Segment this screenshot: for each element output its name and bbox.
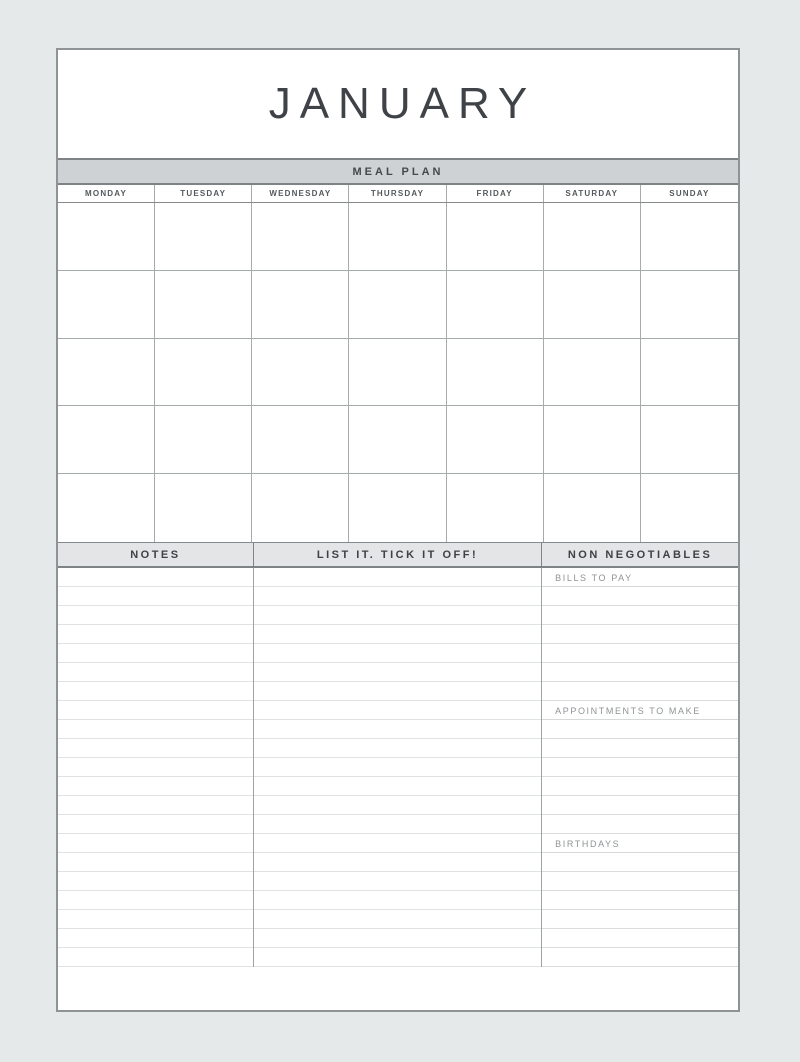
list-ruled-area[interactable] [254,568,541,967]
meal-plan-cell[interactable] [447,203,544,271]
meal-plan-cell[interactable] [544,474,641,542]
non-negotiables-section-header: NON NEGOTIABLES [567,548,713,561]
meal-plan-cell[interactable] [155,474,252,542]
section-body [58,568,738,967]
meal-plan-cell[interactable] [641,203,738,271]
bills-to-pay-ruled-area[interactable] [542,587,738,701]
bottom-empty-row[interactable] [58,967,738,1010]
meal-plan-cell[interactable] [349,203,446,271]
meal-plan-cell[interactable] [349,474,446,542]
meal-plan-cell[interactable] [544,203,641,271]
meal-plan-cell[interactable] [544,339,641,407]
meal-plan-cell[interactable] [58,203,155,271]
bills-to-pay-label: BILLS TO PAY [542,568,738,587]
day-label-friday: FRIDAY [447,185,544,202]
day-label-monday: MONDAY [58,185,155,202]
meal-plan-cell[interactable] [155,406,252,474]
meal-plan-cell[interactable] [252,203,349,271]
birthdays-label: BIRTHDAYS [542,834,738,853]
bills-to-pay-block [542,568,738,701]
day-label-thursday: THURSDAY [349,185,446,202]
day-label-wednesday: WEDNESDAY [252,185,349,202]
meal-plan-cell[interactable] [447,474,544,542]
meal-plan-cell[interactable] [447,406,544,474]
list-section-header: LIST IT. TICK IT OFF! [254,543,542,566]
notes-ruled-area[interactable] [58,568,253,967]
meal-plan-cell[interactable] [641,271,738,339]
meal-plan-cell[interactable] [544,406,641,474]
meal-plan-grid [58,203,738,542]
page-title: JANUARY [268,79,537,128]
meal-plan-header-label: MEAL PLAN [352,165,444,178]
meal-plan-cell[interactable] [349,339,446,407]
section-header-bar [58,542,738,568]
day-label-sunday: SUNDAY [669,189,710,198]
meal-plan-cell[interactable] [252,406,349,474]
list-column [254,568,542,967]
notes-section-header: NOTES [58,543,254,566]
meal-plan-cell[interactable] [447,339,544,407]
meal-plan-cell[interactable] [58,339,155,407]
appointments-block [542,701,738,834]
meal-plan-cell[interactable] [447,271,544,339]
planner-sheet [56,48,740,1012]
meal-plan-cell[interactable] [58,271,155,339]
notes-column [58,568,254,967]
day-header-row [58,185,738,203]
meal-plan-cell[interactable] [58,474,155,542]
meal-plan-cell[interactable] [641,339,738,407]
meal-plan-cell[interactable] [641,406,738,474]
meal-plan-cell[interactable] [58,406,155,474]
meal-plan-cell[interactable] [155,339,252,407]
appointments-ruled-area[interactable] [542,720,738,834]
meal-plan-cell[interactable] [155,271,252,339]
meal-plan-cell[interactable] [252,271,349,339]
meal-plan-cell[interactable] [349,271,446,339]
meal-plan-cell[interactable] [252,474,349,542]
meal-plan-header-bar [58,158,738,185]
day-label-saturday: SATURDAY [544,185,641,202]
meal-plan-cell[interactable] [252,339,349,407]
birthdays-block [542,834,738,967]
day-label-tuesday: TUESDAY [155,185,252,202]
meal-plan-cell[interactable] [544,271,641,339]
birthdays-ruled-area[interactable] [542,853,738,967]
meal-plan-cell[interactable] [155,203,252,271]
meal-plan-cell[interactable] [349,406,446,474]
meal-plan-cell[interactable] [641,474,738,542]
appointments-label: APPOINTMENTS TO MAKE [542,701,738,720]
title-block [58,50,738,158]
non-negotiables-column [542,568,738,967]
